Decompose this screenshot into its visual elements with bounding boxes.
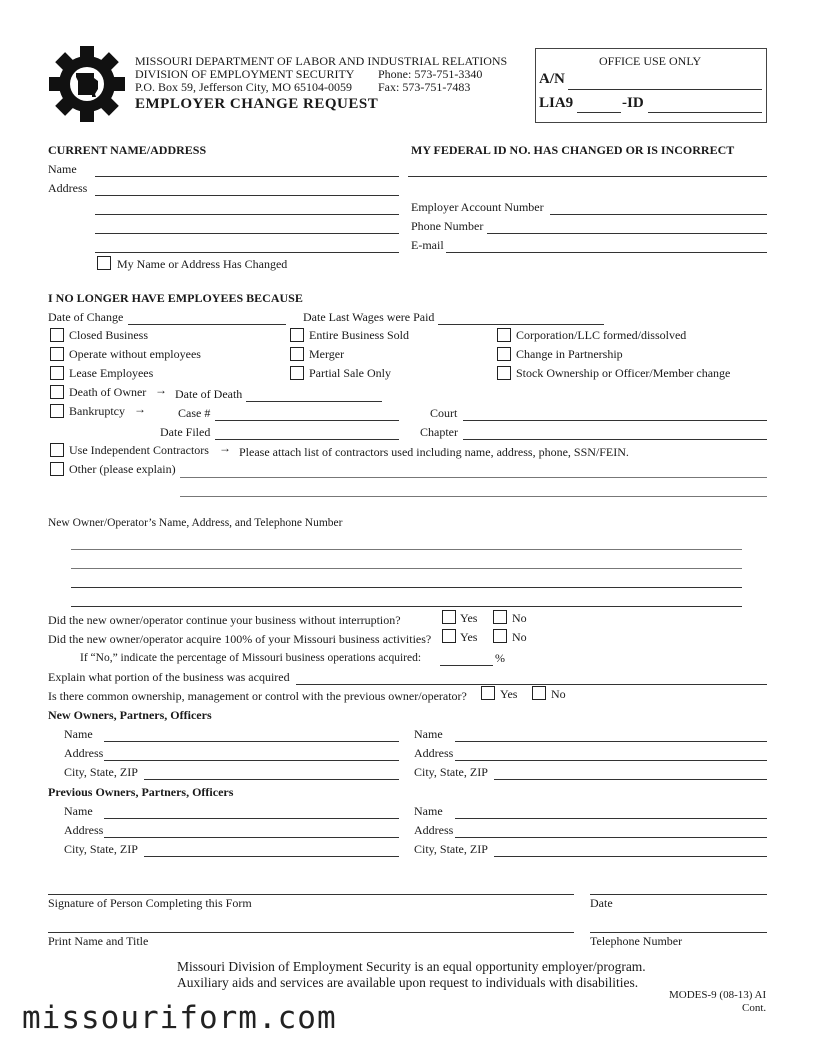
new-owner-address-field-left[interactable]	[104, 760, 399, 761]
date-of-death-field[interactable]	[246, 401, 382, 402]
merger-checkbox[interactable]	[290, 347, 304, 361]
court-field[interactable]	[463, 420, 767, 421]
prev-owner-city-field-right[interactable]	[494, 856, 767, 857]
chapter-field[interactable]	[463, 439, 767, 440]
date-of-death-label: Date of Death	[175, 387, 243, 401]
common-no-checkbox[interactable]	[532, 686, 546, 700]
account-number-field[interactable]	[550, 214, 767, 215]
email-label: E-mail	[411, 238, 444, 252]
change-in-partnership-label: Change in Partnership	[516, 347, 623, 361]
percentage-question: If “No,” indicate the percentage of Missouri business operations acquired:	[80, 652, 422, 664]
division-name: DIVISION OF EMPLOYMENT SECURITY	[135, 67, 355, 81]
court-label: Court	[430, 406, 458, 420]
telephone-label: Telephone Number	[590, 934, 683, 948]
new-owner-name-field-right[interactable]	[455, 741, 767, 742]
current-name-heading: CURRENT NAME/ADDRESS	[48, 143, 207, 157]
closed-business-label: Closed Business	[69, 328, 149, 342]
arrow-right-icon: →	[155, 383, 167, 397]
entire-business-sold-checkbox[interactable]	[290, 328, 304, 342]
prev-owner-name-field-right[interactable]	[455, 818, 767, 819]
continue-no-checkbox[interactable]	[493, 610, 507, 624]
independent-contractors-checkbox[interactable]	[50, 443, 64, 457]
watermark: missouriform.com	[22, 1000, 337, 1036]
death-of-owner-label: Death of Owner	[69, 385, 147, 399]
continue-yes-label: Yes	[460, 611, 478, 625]
prev-owner-address-label-right: Address	[414, 823, 454, 837]
prev-owner-address-field-left[interactable]	[104, 837, 399, 838]
lia9-label: LIA9	[539, 95, 574, 111]
question-common-ownership: Is there common ownership, management or control with the previous owner/operator?	[48, 689, 467, 703]
eeo-statement: Missouri Division of Employment Security is an equal opportunity employer/program.	[177, 959, 646, 974]
new-owners-heading: New Owners, Partners, Officers	[48, 708, 212, 722]
closed-business-checkbox[interactable]	[50, 328, 64, 342]
common-no-label: No	[551, 687, 566, 701]
gear-missouri-icon	[48, 45, 126, 123]
print-name-label: Print Name and Title	[48, 934, 149, 948]
contractors-note: Please attach list of contractors used including name, address, phone, SSN/FEIN.	[239, 445, 629, 459]
arrow-right-icon: →	[134, 402, 146, 416]
bankruptcy-label: Bankruptcy	[69, 404, 125, 418]
explain-portion-field[interactable]	[296, 684, 767, 685]
corporation-llc-label: Corporation/LLC formed/dissolved	[516, 328, 687, 342]
last-wages-field[interactable]	[438, 324, 604, 325]
address-field-4[interactable]	[95, 252, 399, 253]
phone-label: Phone Number	[411, 219, 484, 233]
change-in-partnership-checkbox[interactable]	[497, 347, 511, 361]
new-owner-address-label-right: Address	[414, 746, 454, 760]
prev-owner-address-label-left: Address	[64, 823, 104, 837]
name-label: Name	[48, 162, 77, 176]
other-checkbox[interactable]	[50, 462, 64, 476]
common-yes-checkbox[interactable]	[481, 686, 495, 700]
independent-contractors-label: Use Independent Contractors	[69, 443, 209, 457]
phone-field[interactable]	[487, 233, 767, 234]
new-owner-field-1[interactable]	[71, 549, 742, 550]
fax-number: Fax: 573-751-7483	[378, 80, 471, 94]
case-number-field[interactable]	[215, 420, 399, 421]
print-name-field[interactable]	[48, 932, 574, 933]
new-owner-info-label: New Owner/Operator’s Name, Address, and Telephone Number	[48, 517, 343, 529]
new-owner-name-label-left: Name	[64, 727, 93, 741]
continue-yes-checkbox[interactable]	[442, 610, 456, 624]
date-field[interactable]	[590, 894, 767, 895]
partial-sale-label: Partial Sale Only	[309, 366, 391, 380]
address-field-1[interactable]	[95, 195, 399, 196]
new-owner-city-field-right[interactable]	[494, 779, 767, 780]
address-field-3[interactable]	[95, 233, 399, 234]
address-label: Address	[48, 181, 88, 195]
prev-owner-name-field-left[interactable]	[104, 818, 399, 819]
federal-id-field[interactable]	[408, 176, 767, 177]
acquire-yes-checkbox[interactable]	[442, 629, 456, 643]
acquire-no-label: No	[512, 630, 527, 644]
signature-label: Signature of Person Completing this Form	[48, 896, 252, 910]
date-label: Date	[590, 896, 613, 910]
lease-employees-checkbox[interactable]	[50, 366, 64, 380]
name-changed-label: My Name or Address Has Changed	[117, 257, 288, 271]
telephone-field[interactable]	[590, 932, 767, 933]
name-field[interactable]	[95, 176, 399, 177]
new-owner-name-label-right: Name	[414, 727, 443, 741]
other-explain-field-1[interactable]	[180, 477, 767, 478]
new-owner-field-4[interactable]	[71, 606, 742, 607]
phone-number: Phone: 573-751-3340	[378, 67, 483, 81]
new-owner-city-label-right: City, State, ZIP	[414, 765, 488, 779]
prev-owner-name-label-right: Name	[414, 804, 443, 818]
operate-without-employees-label: Operate without employees	[69, 347, 201, 361]
arrow-right-icon: →	[219, 441, 231, 455]
prev-owner-name-label-left: Name	[64, 804, 93, 818]
operate-without-employees-checkbox[interactable]	[50, 347, 64, 361]
date-filed-field[interactable]	[215, 439, 399, 440]
lease-employees-label: Lease Employees	[69, 366, 154, 380]
office-use-heading: OFFICE USE ONLY	[599, 54, 702, 68]
question-acquire-100: Did the new owner/operator acquire 100% of your Missouri business activities?	[48, 632, 432, 646]
page-title: EMPLOYER CHANGE REQUEST	[135, 96, 379, 112]
death-of-owner-checkbox[interactable]	[50, 385, 64, 399]
prev-owner-city-field-left[interactable]	[144, 856, 399, 857]
date-of-change-field[interactable]	[128, 324, 286, 325]
account-number-label: Employer Account Number	[411, 200, 544, 214]
continued-label: Cont.	[742, 1002, 767, 1014]
name-changed-checkbox[interactable]	[97, 256, 111, 270]
new-owner-field-3[interactable]	[71, 587, 742, 588]
previous-owners-heading: Previous Owners, Partners, Officers	[48, 785, 234, 799]
bankruptcy-checkbox[interactable]	[50, 404, 64, 418]
prev-owner-city-label-left: City, State, ZIP	[64, 842, 138, 856]
new-owner-field-2[interactable]	[71, 568, 742, 569]
chapter-label: Chapter	[420, 425, 458, 439]
new-owner-address-label-left: Address	[64, 746, 104, 760]
federal-id-heading: MY FEDERAL ID NO. HAS CHANGED OR IS INCORRECT	[411, 143, 735, 157]
common-yes-label: Yes	[500, 687, 518, 701]
dept-name: MISSOURI DEPARTMENT OF LABOR AND INDUSTRIAL RELATIONS	[135, 54, 508, 68]
other-explain-field-2[interactable]	[180, 496, 767, 497]
acquire-no-checkbox[interactable]	[493, 629, 507, 643]
other-label: Other (please explain)	[69, 462, 176, 476]
new-owner-address-field-right[interactable]	[455, 760, 767, 761]
new-owner-city-field-left[interactable]	[144, 779, 399, 780]
form-id: MODES-9 (08-13) AI	[669, 989, 767, 1001]
new-owner-name-field-left[interactable]	[104, 741, 399, 742]
percentage-field[interactable]	[440, 665, 493, 666]
new-owner-city-label-left: City, State, ZIP	[64, 765, 138, 779]
address-field-2[interactable]	[95, 214, 399, 215]
auxiliary-aids-statement: Auxiliary aids and services are available upon request to individuals with disabilities.	[177, 975, 639, 990]
an-field[interactable]	[568, 89, 762, 90]
id-label: -ID	[622, 95, 644, 111]
prev-owner-address-field-right[interactable]	[455, 837, 767, 838]
no-employees-heading: I NO LONGER HAVE EMPLOYEES BECAUSE	[48, 291, 303, 305]
mailing-address: P.O. Box 59, Jefferson City, MO 65104-0059	[135, 80, 353, 94]
prev-owner-city-label-right: City, State, ZIP	[414, 842, 488, 856]
explain-portion-label: Explain what portion of the business was acquired	[48, 670, 290, 684]
case-number-label: Case #	[178, 406, 211, 420]
lia9-field[interactable]	[577, 112, 621, 113]
entire-business-sold-label: Entire Business Sold	[309, 328, 410, 342]
an-label: A/N	[539, 71, 565, 87]
acquire-yes-label: Yes	[460, 630, 478, 644]
state-seal-logo	[48, 45, 126, 123]
continue-no-label: No	[512, 611, 527, 625]
date-filed-label: Date Filed	[160, 425, 211, 439]
question-continue-business: Did the new owner/operator continue your business without interruption?	[48, 613, 401, 627]
id-field[interactable]	[648, 112, 762, 113]
stock-ownership-checkbox[interactable]	[497, 366, 511, 380]
percent-sign: %	[495, 651, 505, 665]
corporation-llc-checkbox[interactable]	[497, 328, 511, 342]
signature-field[interactable]	[48, 894, 574, 895]
last-wages-label: Date Last Wages were Paid	[303, 310, 435, 324]
stock-ownership-label: Stock Ownership or Officer/Member change	[516, 366, 731, 380]
email-field[interactable]	[446, 252, 767, 253]
date-of-change-label: Date of Change	[48, 310, 124, 324]
merger-label: Merger	[309, 347, 345, 361]
partial-sale-checkbox[interactable]	[290, 366, 304, 380]
